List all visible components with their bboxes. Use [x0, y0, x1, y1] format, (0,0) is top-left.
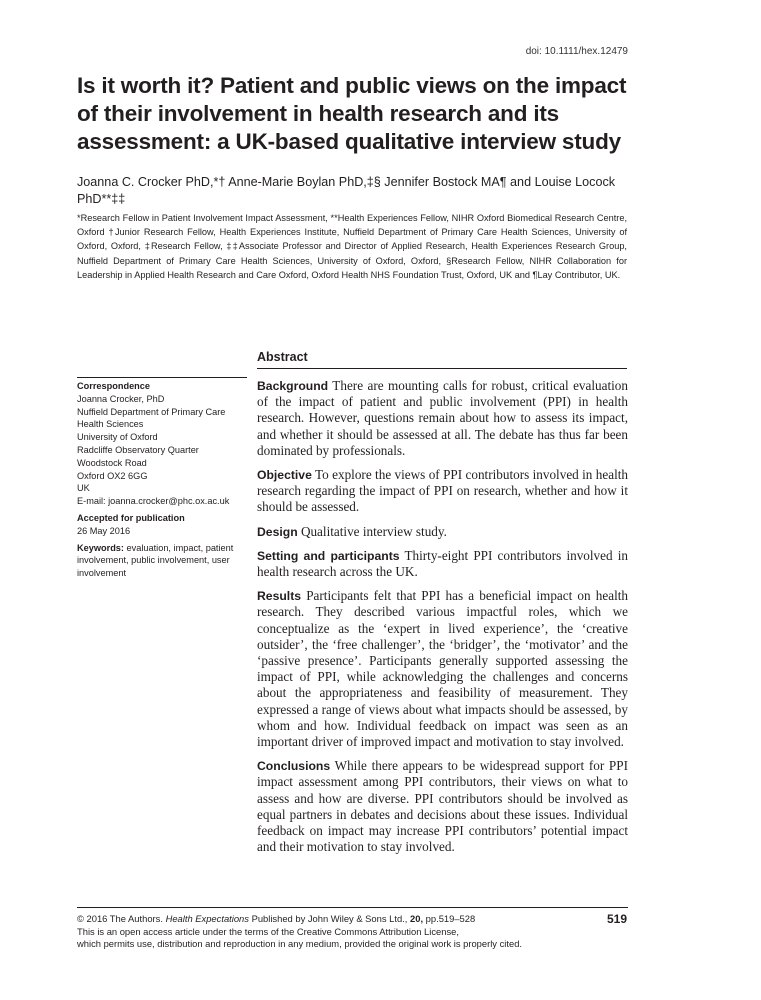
abstract-section-background [257, 378, 628, 459]
license-line: This is an open access article under the terms of the Creative Commons Attribution License, [77, 925, 459, 937]
correspondence-line: UK [77, 483, 90, 494]
abstract-heading: Abstract [257, 350, 627, 369]
publisher: Published by John Wiley & Sons Ltd., [251, 913, 408, 924]
abstract-section-objective [257, 467, 628, 516]
correspondence-line: Joanna Crocker, PhD [77, 393, 165, 404]
keywords-block [77, 542, 247, 580]
accepted-date: 26 May 2016 [77, 525, 131, 536]
author-list: Joanna C. Crocker PhD,*† Anne-Marie Boylan PhD,‡§ Jennifer Bostock MA¶ and Louise Locock PhD**‡‡ [77, 175, 616, 206]
section-heading: Results [257, 589, 302, 604]
volume: 20, [410, 913, 424, 924]
correspondence-email[interactable]: E-mail: joanna.crocker@phc.ox.ac.uk [77, 496, 230, 507]
affiliations: *Research Fellow in Patient Involvement Impact Assessment, **Health Experiences Fellow, NIHR Oxford Biomedical Research Centre, Oxford †Junior Research Fellow, Health Experiences Institute, Nuffield Department of Primary Care Health Sciences, University of Oxford, Oxford, ‡Research Fellow, ‡‡Associate Professor and Director of Applied Research, Health Experiences Research Group, Nuffield Department of Primary Care Health Sciences, University of Oxford, Oxford, §Research Fellow, NIHR Collaboration for Leadership in Applied Health Research and Care Oxford, Oxford Health NHS Foundation Trust, Oxford, UK and ¶Lay Contributor, UK. [77, 213, 627, 280]
license-line: which permits use, distribution and reproduction in any medium, provided the original work is properly cited. [77, 938, 523, 950]
correspondence-line: University of Oxford [77, 432, 158, 443]
abstract-section-design [257, 524, 628, 540]
correspondence-line: Radcliffe Observatory Quarter [77, 444, 199, 455]
abstract-section-setting [257, 548, 628, 580]
correspondence-line: Woodstock Road [77, 457, 147, 468]
section-text: While there appears to be widespread support for PPI impact assessment among PPI contributors, their views on what to assess and how are diverse. PPI contributors should be involved as equal partners in debates and decisions about these issues. Individual feedback on impact may increase PPI contributors’ potential impact and their motivation to stay involved. [257, 758, 628, 855]
accepted-block [77, 512, 247, 538]
correspondence-line: Health Sciences [77, 419, 144, 430]
doi-label[interactable]: doi: 10.1111/hex.12479 [525, 46, 628, 57]
keywords-label: Keywords: [77, 542, 124, 553]
page-number: 519 [606, 912, 627, 926]
abstract-body [257, 378, 628, 863]
abstract-section-results [257, 588, 628, 750]
keywords-text: evaluation, impact, patient involvement, public involvement, user involvement [77, 542, 234, 579]
article-sidebar [77, 377, 247, 584]
section-heading: Conclusions [257, 759, 331, 774]
section-text: Participants felt that PPI has a beneficial impact on health research. They described various impactful roles, which we conceptualize as the ‘expert in lived experience’, the ‘creative outsider’, the ‘free challenger’, the ‘bridger’, the ‘motivator’ and the ‘passive presence’. Participants generally supported assessing the impact of PPI, while acknowledging the challenges and concerns about the appropriateness and feasibility of measurement. They expressed a range of views about what impacts should be assessed, by whom and how. Individual feedback on impact was seen as an important driver of improved impact and motivation to stay involved. [257, 588, 629, 750]
abstract-section-conclusions [257, 758, 628, 855]
section-text: Qualitative interview study. [300, 523, 447, 539]
section-text: Thirty-eight PPI contributors involved in health research across the UK. [257, 547, 629, 580]
correspondence-line: Oxford OX2 6GG [77, 470, 148, 481]
correspondence-line: Nuffield Department of Primary Care [77, 406, 226, 417]
correspondence-label: Correspondence [77, 381, 151, 391]
copyright-prefix: © 2016 The Authors. [77, 913, 163, 924]
copyright-footer [77, 913, 547, 951]
section-text: To explore the views of PPI contributors involved in health research regarding the impact of PPI on research, whether and how it should be assessed. [257, 467, 629, 515]
footer-divider [77, 907, 628, 908]
page-range: pp.519–528 [425, 913, 476, 924]
section-heading: Setting and participants [257, 548, 400, 563]
copyright-line [77, 913, 547, 926]
section-heading: Background [257, 379, 329, 393]
section-heading: Objective [257, 468, 312, 483]
correspondence-block [77, 380, 247, 508]
accepted-label: Accepted for publication [77, 512, 185, 523]
journal-name: Health Expectations [165, 913, 249, 924]
section-heading: Design [257, 524, 298, 539]
article-title: Is it worth it? Patient and public views on the impact of their involvement in health research and its assessment: a UK-based qualitative interview study [77, 73, 627, 154]
section-text: There are mounting calls for robust, critical evaluation of the impact of patient and public involvement (PPI) in health research. However, questions remain about how to assess its impact, and whether it should be assessed at all. The debate has thus far been dominated by professionals. [257, 378, 628, 458]
